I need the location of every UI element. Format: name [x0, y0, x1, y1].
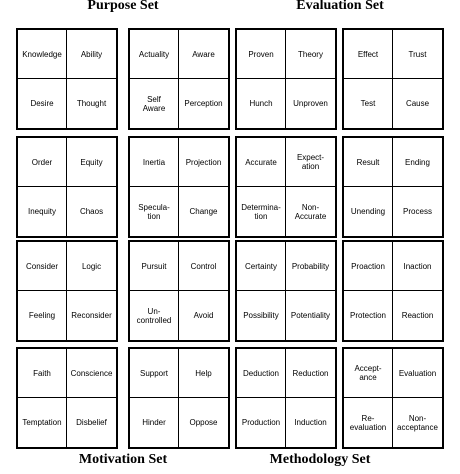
quad-cell: Certainty — [237, 242, 286, 291]
quad-cell: Protection — [344, 291, 393, 340]
quad-cell: Probability — [286, 242, 335, 291]
quad-cell: Conscience — [67, 349, 116, 398]
quad-cell: Hinder — [130, 398, 179, 447]
quad-cell: Un- controlled — [130, 291, 179, 340]
quad-cell: Hunch — [237, 79, 286, 128]
quad-cell: Ability — [67, 30, 116, 79]
quad-cell: Support — [130, 349, 179, 398]
quad-cell: Possibility — [237, 291, 286, 340]
quad-cell: Result — [344, 138, 393, 187]
quad-12 — [16, 347, 118, 449]
quad-2 — [235, 28, 337, 130]
quad-3 — [342, 28, 444, 130]
quad-cell: Equity — [67, 138, 116, 187]
quad-cell: Desire — [18, 79, 67, 128]
quad-cell: Order — [18, 138, 67, 187]
quad-cell: Inaction — [393, 242, 442, 291]
quad-14 — [235, 347, 337, 449]
quad-cell: Projection — [179, 138, 228, 187]
methodology-set-title: Methodology Set — [269, 452, 371, 467]
quad-11 — [342, 240, 444, 342]
quad-cell: Oppose — [189, 418, 218, 427]
quad-10 — [235, 240, 337, 342]
quad-cell: Evaluation — [393, 349, 442, 398]
quad-cell: Cause — [405, 99, 430, 108]
quad-cell: Non- Accurate — [294, 202, 327, 221]
quad-cell: Test — [344, 79, 393, 128]
quad-cell: Proven — [237, 30, 286, 79]
quad-cell: Actuality — [130, 30, 179, 79]
quad-cell: Reconsider — [71, 311, 112, 320]
quad-15 — [342, 347, 444, 449]
quad-cell: Ending — [393, 138, 442, 187]
quad-cell: Pursuit — [130, 242, 179, 291]
quad-cell: Inertia — [130, 138, 179, 187]
quad-cell: Deduction — [237, 349, 286, 398]
quad-cell: Faith — [18, 349, 67, 398]
quad-6 — [235, 136, 337, 238]
quad-13 — [128, 347, 230, 449]
quad-cell: Disbelief — [76, 418, 107, 427]
quad-cell: Self Aware — [130, 79, 179, 128]
quad-9 — [128, 240, 230, 342]
quad-cell: Chaos — [79, 207, 104, 216]
quad-cell: Avoid — [193, 311, 214, 320]
quad-cell: Production — [237, 398, 286, 447]
quad-cell: Process — [403, 207, 432, 216]
purpose-set-title: Purpose Set — [87, 0, 159, 13]
quad-7 — [342, 136, 444, 238]
quad-cell: Non- acceptance — [397, 413, 438, 432]
quad-cell: Induction — [294, 418, 327, 427]
quad-cell: Help — [179, 349, 228, 398]
evaluation-set-title: Evaluation Set — [296, 0, 384, 13]
quad-cell: Accurate — [237, 138, 286, 187]
quad-cell: Aware — [179, 30, 228, 79]
quad-4 — [16, 136, 118, 238]
quad-cell: Specula- tion — [130, 187, 179, 236]
quad-8 — [16, 240, 118, 342]
quad-5 — [128, 136, 230, 238]
quad-cell: Potentiality — [290, 311, 331, 320]
quad-cell: Unending — [344, 187, 393, 236]
quad-1 — [128, 28, 230, 130]
quad-cell: Theory — [286, 30, 335, 79]
quad-cell: Expect- ation — [286, 138, 335, 187]
quad-cell: Reduction — [286, 349, 335, 398]
quad-cell: Determina- tion — [237, 187, 286, 236]
quad-cell: Re- evaluation — [344, 398, 393, 447]
quad-cell: Unproven — [293, 99, 328, 108]
quad-cell: Proaction — [344, 242, 393, 291]
quad-cell: Inequity — [18, 187, 67, 236]
quad-cell: Control — [179, 242, 228, 291]
quad-cell: Reaction — [401, 311, 434, 320]
quad-cell: Temptation — [18, 398, 67, 447]
quad-0 — [16, 28, 118, 130]
quad-cell: Perception — [184, 99, 223, 108]
quad-cell: Logic — [67, 242, 116, 291]
quad-cell: Change — [189, 207, 218, 216]
quad-cell: Knowledge — [18, 30, 67, 79]
quad-cell: Effect — [344, 30, 393, 79]
quad-cell: Trust — [393, 30, 442, 79]
quad-cell: Thought — [76, 99, 107, 108]
quad-cell: Accept- ance — [344, 349, 393, 398]
motivation-set-title: Motivation Set — [78, 452, 168, 467]
quad-cell: Feeling — [18, 291, 67, 340]
quad-cell: Consider — [18, 242, 67, 291]
